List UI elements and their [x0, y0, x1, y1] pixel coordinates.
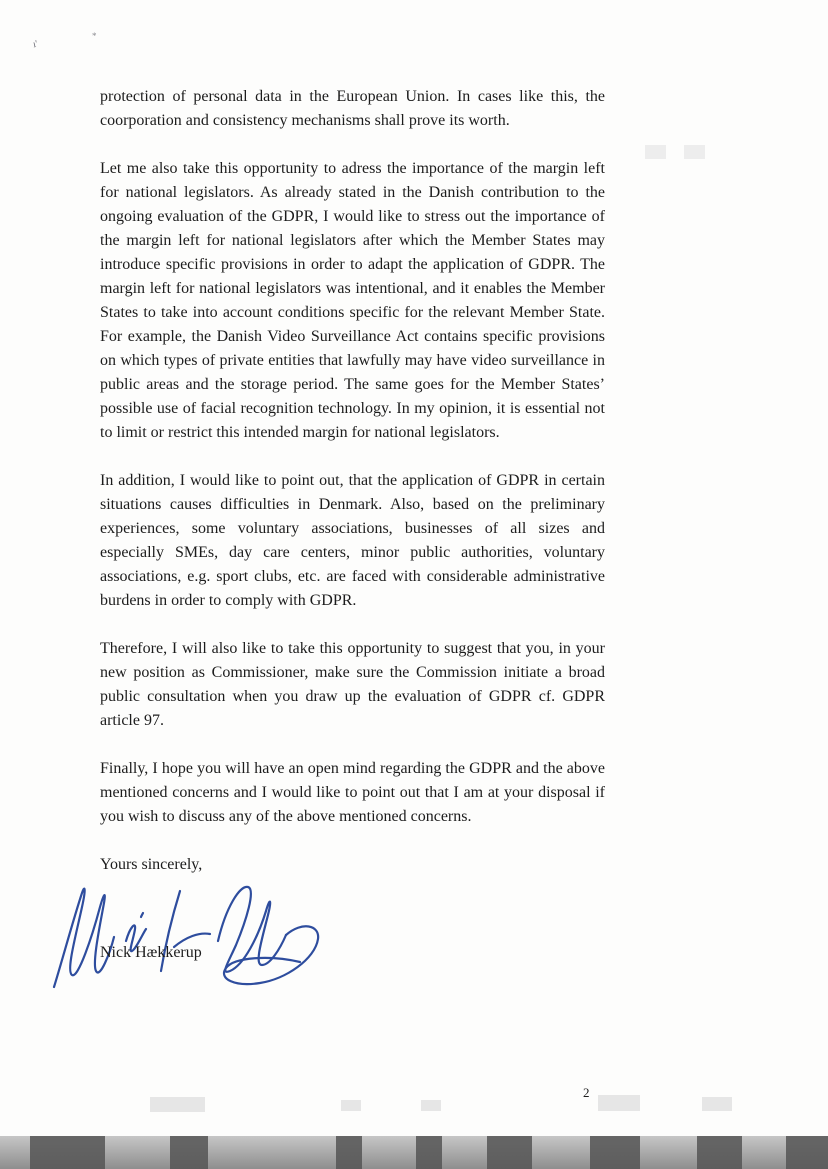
paragraph: Finally, I hope you will have an open mind regarding the GDPR and the above mentioned concerns and I would like to point out that I am at your disposal if you wish to discuss any of the above mentioned concerns.: [100, 760, 605, 825]
paragraph: In addition, I would like to point out, that the application of GDPR in certain situations causes difficulties in Denmark. Also, based on the preliminary experiences, some voluntary associations, businesses of all sizes and especially SMEs, day care centers, minor public authorities, voluntary associations, e.g. sport clubs, etc. are faced with considerable administrative burdens in order to comply with GDPR.: [100, 472, 605, 609]
paragraph: Therefore, I will also like to take this opportunity to suggest that you, in your new position as Commissioner, make sure the Commission initiate a broad public consultation when you draw up the evaluation of GDPR cf. GDPR article 97.: [100, 640, 605, 729]
scan-artifact: [590, 1136, 640, 1169]
signatory-name: Nick Hækkerup: [100, 944, 202, 961]
signature-icon: [48, 877, 338, 995]
scan-artifact: [598, 1095, 640, 1111]
scan-artifact: [30, 1136, 105, 1169]
letter-body: [100, 85, 605, 991]
scan-artifact: [150, 1097, 205, 1112]
scan-artifact: [645, 145, 666, 159]
scan-artifact: [421, 1100, 441, 1111]
smudge-mark: *: [92, 31, 97, 41]
scan-artifact: [702, 1097, 732, 1111]
page-number: 2: [583, 1085, 590, 1100]
scan-artifact: [487, 1136, 532, 1169]
scan-artifact: [341, 1100, 361, 1111]
scan-artifact: [786, 1136, 828, 1169]
signature-block: [100, 881, 605, 991]
scan-artifact: [170, 1136, 208, 1169]
scan-artifact: [416, 1136, 442, 1169]
paragraph: Let me also take this opportunity to adress the importance of the margin left for national legislators. As already stated in the Danish contribution to the ongoing evaluation of the GDPR, I would like to stress out the importance of the margin left for national legislators after which the Member States may introduce specific provisions in order to adapt the application of GDPR. The margin left for national legislators was intentional, and it enables the Member States to take into account conditions specific for the relevant Member State. For example, the Danish Video Surveillance Act contains specific provisions on which types of private entities that lawfully may have video surveillance in public areas and the storage period. The same goes for the Member States’ possible use of facial recognition technology. In my opinion, it is essential not to limit or restrict this intended margin for national legislators.: [100, 160, 605, 441]
scan-artifact: [697, 1136, 742, 1169]
closing-line: Yours sincerely,: [100, 856, 203, 873]
paragraph: protection of personal data in the European Union. In cases like this, the coorporation and consistency mechanisms shall prove its worth.: [100, 88, 605, 129]
scan-artifact: [684, 145, 705, 159]
pencil-mark: ı': [31, 38, 39, 51]
scan-edge-band: [0, 1136, 828, 1169]
scan-artifact: [336, 1136, 362, 1169]
